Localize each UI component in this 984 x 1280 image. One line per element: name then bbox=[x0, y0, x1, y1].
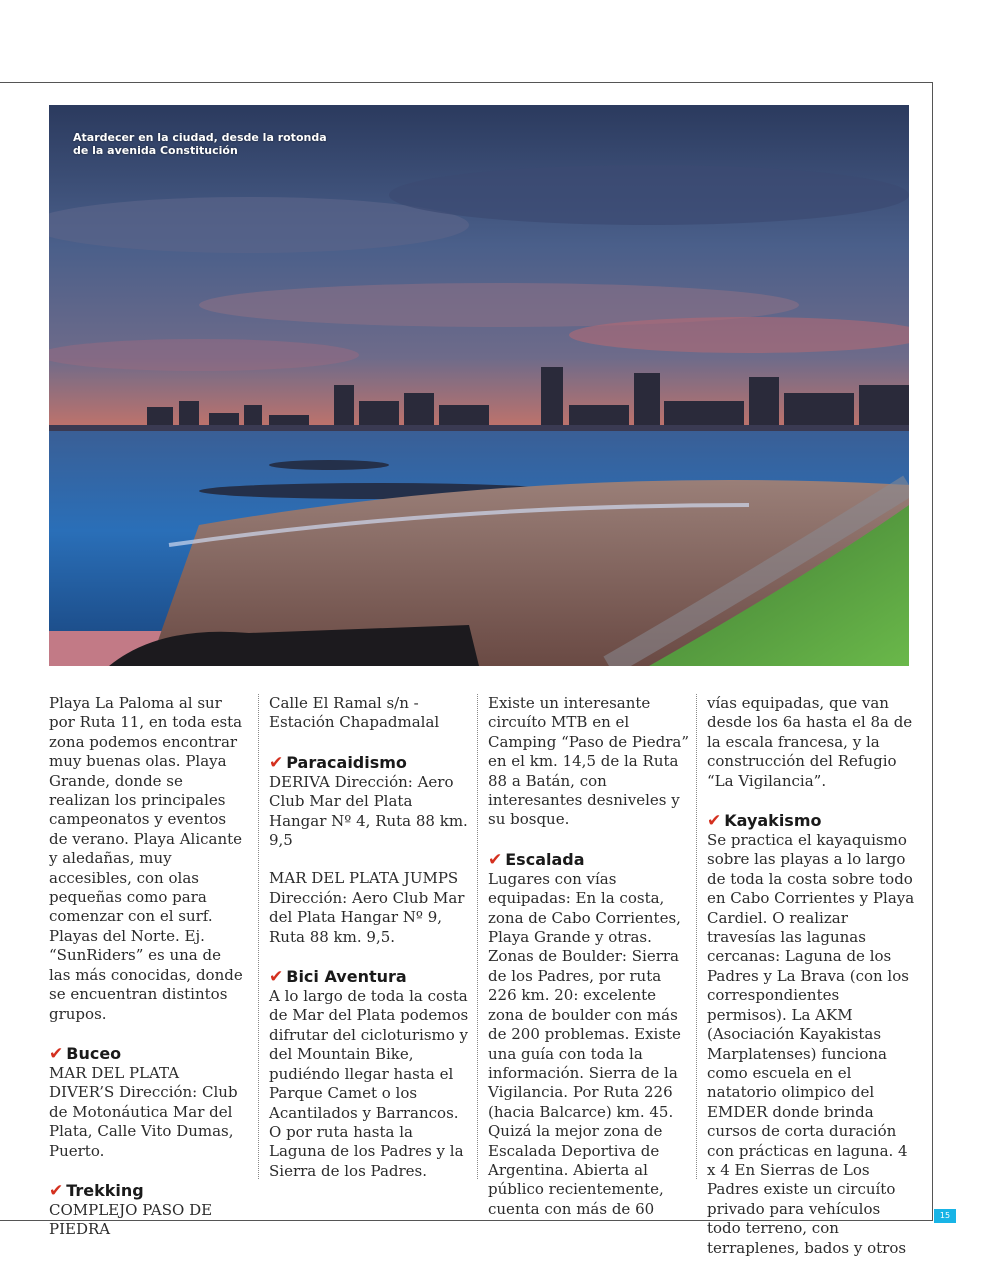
check-icon: ✔ bbox=[49, 1043, 64, 1064]
paracaidismo-heading bbox=[269, 753, 472, 773]
buceo-title: Buceo bbox=[66, 1043, 122, 1063]
kayak-title: Kayakismo bbox=[724, 811, 822, 831]
check-icon: ✔ bbox=[269, 752, 284, 773]
trekking-title: Trekking bbox=[66, 1180, 144, 1200]
bici-heading bbox=[269, 967, 472, 987]
photo-caption: Atardecer en la ciudad, desde la rotonda de la avenida Constitución bbox=[73, 131, 327, 157]
buceo-text: MAR DEL PLATA DIVER’S Dirección: Club de Motonáutica Mar del Plata, Calle Vito Dumas, Puerto. bbox=[49, 1063, 238, 1160]
col1-intro: Playa La Paloma al sur por Ruta 11, en toda esta zona podemos encontrar muy buenas olas. Playa Grande, donde se realizan los principales campeonatos y eventos de verano. Playa Alicante y aledañas, muy accesibles, con olas pequeñas como para comenzar con el surf. Playas del Norte. Ej. “SunRiders” es una de las más conocidas, donde se encuentran distintos grupos. bbox=[49, 694, 243, 1023]
photo-illustration bbox=[49, 105, 909, 666]
kayak-text: Se practica el kayaquismo sobre las playas a lo largo de toda la costa sobre todo en Cabo Corrientes y Playa Cardiel. O realizar travesías las lagunas cercanas: Laguna de los Padres y La Brava (con los correspondientes permisos). La AKM (Asociación Kayakistas Marplatenses) funciona como escuela en el natatorio olimpico del EMDER donde brinda cursos de corta duración con prácticas en laguna. 4 x 4 En Sierras de Los Padres existe un circuíto privado para vehículos todo terreno, con terraplenes, bados y otros bbox=[707, 831, 915, 1257]
check-icon: ✔ bbox=[49, 1180, 64, 1201]
col2-intro: Calle El Ramal s/n - Estación Chapadmalal bbox=[269, 694, 440, 732]
trekking-text: COMPLEJO PASO DE PIEDRA bbox=[49, 1200, 213, 1239]
page-number: 15 bbox=[934, 1209, 956, 1223]
col3-intro: Existe un interesante circuíto MTB en el Camping “Paso de Piedra” en el km. 14,5 de la Ruta 88 a Batán, con interesantes desniveles y su bosque. bbox=[488, 694, 689, 829]
paracaidismo-text-2: MAR DEL PLATA JUMPS Dirección: Aero Club Mar del Plata Hangar Nº 9, Ruta 88 km. 9,5. bbox=[269, 869, 465, 946]
check-icon: ✔ bbox=[488, 849, 503, 870]
check-icon: ✔ bbox=[269, 967, 284, 988]
check-icon: ✔ bbox=[707, 811, 722, 832]
column-4 bbox=[696, 694, 918, 1257]
bici-text: A lo largo de toda la costa de Mar del Plata podemos difrutar del cicloturismo y del Mountain Bike, pudiéndo llegar hasta el Parque Camet o los Acantilados y Barrancos. O por ruta hasta la Laguna de los Padres y la Sierra de los Padres. bbox=[269, 987, 469, 1180]
column-1 bbox=[49, 694, 246, 1240]
escalada-heading bbox=[488, 850, 691, 870]
escalada-text-2: Zonas de Boulder: Sierra de los Padres, por ruta 226 km. 20: excelente zona de boulder con más de 200 problemas. Existe una guía con toda la información. Sierra de la Vigilancia. Por Ruta 226 (hacia Balcarce) km. 45. Quizá la mejor zona de Escalada Deportiva de Argentina. Abierta al público recientemente, cuenta con más de 60 bbox=[488, 947, 681, 1218]
paracaidismo-title: Paracaidismo bbox=[286, 752, 407, 772]
buceo-heading bbox=[49, 1044, 246, 1064]
column-3 bbox=[477, 694, 691, 1218]
bici-title: Bici Aventura bbox=[286, 967, 407, 987]
paracaidismo-text-1: DERIVA Dirección: Aero Club Mar del Plata Hangar Nº 4, Ruta 88 km. 9,5 bbox=[269, 772, 468, 850]
escalada-text-1: Lugares con vías equipadas: En la costa, zona de Cabo Corrientes, Playa Grande y otras. bbox=[488, 869, 681, 947]
column-2 bbox=[258, 694, 472, 1179]
trekking-heading bbox=[49, 1181, 246, 1201]
col4-intro: vías equipadas, que van desde los 6a hasta el 8a de la escala francesa, y la construcción del Refugio “La Vigilancia”. bbox=[707, 694, 913, 790]
kayak-heading bbox=[707, 811, 918, 831]
escalada-title: Escalada bbox=[505, 849, 585, 869]
city-sunset-photo bbox=[49, 105, 909, 666]
